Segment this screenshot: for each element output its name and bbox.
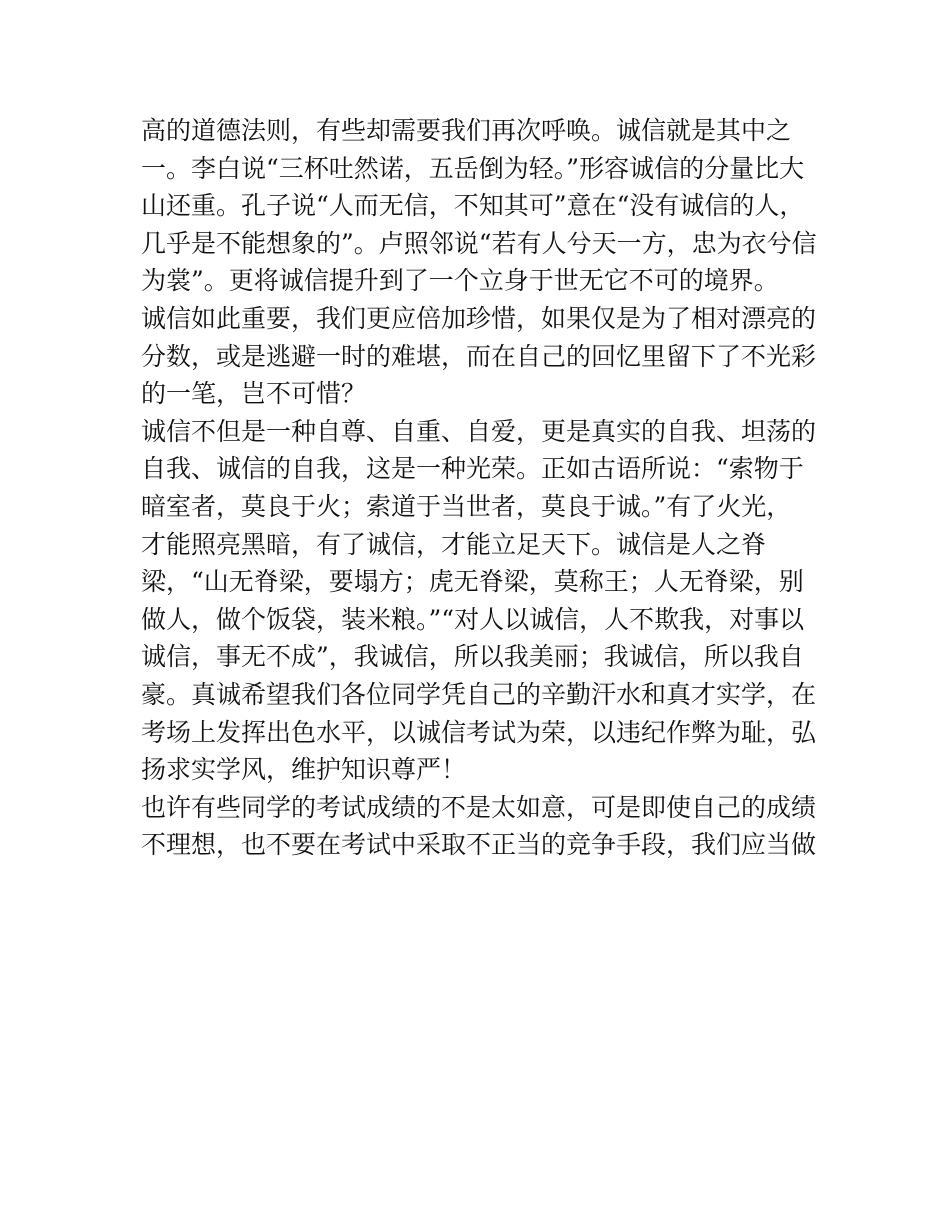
text-line: 高的道德法则，有些却需要我们再次呼唤。诚信就是其中之 xyxy=(141,116,792,145)
text-line: 暗室者，莫良于火；索道于当世者，莫良于诚。”有了火光， xyxy=(141,491,792,521)
text-line: 做人，做个饭袋，装米粮。”“对人以诚信，人不欺我，对事以 xyxy=(141,604,805,634)
text-line: 的一笔，岂不可惜？ xyxy=(141,379,367,409)
text-line: 自我、诚信的自我，这是一种光荣。正如古语所说：“索物于 xyxy=(141,454,804,484)
text-line: 分数，或是逃避一时的难堪，而在自己的回忆里留下了不光彩 xyxy=(141,341,817,371)
text-line: 诚信，事无不成”，我诚信，所以我美丽；我诚信，所以我自 xyxy=(141,642,804,672)
text-line: 也许有些同学的考试成绩的不是太如意，可是即使自己的成绩 xyxy=(141,792,817,822)
text-line: 为裳”。更将诚信提升到了一个立身于世无它不可的境界。 xyxy=(141,266,779,296)
text-line: 一。李白说“三杯吐然诺，五岳倒为轻。”形容诚信的分量比大 xyxy=(141,153,805,183)
text-line: 梁，“山无脊梁，要塌方；虎无脊梁，莫称王；人无脊梁，别 xyxy=(141,567,804,597)
text-line: 扬求实学风，维护知识尊严！ xyxy=(141,755,467,785)
text-line: 山还重。孔子说“人而无信，不知其可”意在“没有诚信的人， xyxy=(141,191,805,221)
text-line: 诚信如此重要，我们更应倍加珍惜，如果仅是为了相对漂亮的 xyxy=(141,303,817,333)
text-line: 几乎是不能想象的”。卢照邻说“若有人兮天一方，忠为衣兮信 xyxy=(141,228,817,258)
text-line: 不理想，也不要在考试中采取不正当的竞争手段，我们应当做 xyxy=(141,830,817,860)
text-line: 考场上发挥出色水平，以诚信考试为荣，以违纪作弊为耻，弘 xyxy=(141,717,817,747)
text-line: 才能照亮黑暗，有了诚信，才能立足天下。诚信是人之脊 xyxy=(141,529,767,559)
document-text-body xyxy=(141,112,821,864)
text-line: 豪。真诚希望我们各位同学凭自己的辛勤汗水和真才实学，在 xyxy=(141,679,817,709)
text-line: 诚信不但是一种自尊、自重、自爱，更是真实的自我、坦荡的 xyxy=(141,416,817,446)
